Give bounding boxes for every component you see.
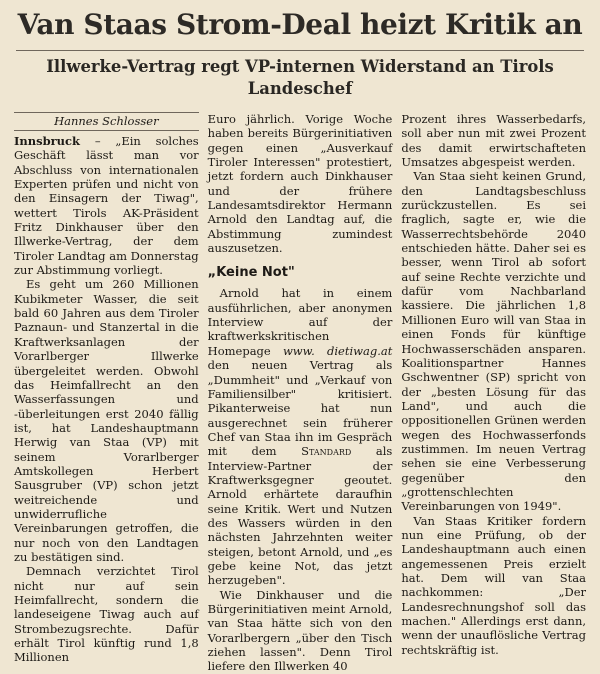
paragraph-text: den neuen Vertrag als „Dummheit" und „Verkauf von Familiensilber" kritisiert. Pikanterweise hat nun ausgerechnet sein früherer Chef van Staa ihn im Gespräch mit dem xyxy=(207,358,393,459)
dateline: Innsbruck xyxy=(14,134,81,148)
homepage-url: www. dietiwag.at xyxy=(282,343,393,358)
paragraph-text: als Interview-Partner der Kraftwerksgegner geoutet. Arnold erhärtete daraufhin seine Kritik. Wert und Nutzen des Wassers würden in den nächsten Jahrzehnten weiter steigen, betont Arnold, und „es gebe keine Not, das jetzt herzugeben". xyxy=(207,444,393,588)
interheadline: „Keine Not" xyxy=(207,265,295,281)
paragraph: Euro jährlich. Vorige Woche haben bereits Bürgerinitiativen gegen einen „Ausverkauf Tiroler Interessen" protestiert, jetzt fordern auch Dinkhauser und der frühere Landesamtsdirektor Hermann Arnold den Landtag auf, die Abstimmung zumindest auszusetzen. xyxy=(207,112,393,256)
headline-rule xyxy=(16,50,584,51)
paragraph-text: Arnold hat in einem ausführlichen, aber anonymen Interview auf der kraftwerkskritischen Homepage xyxy=(207,286,393,358)
paragraph-text: – „Ein solches Geschäft lässt man vor Abschluss von internationalen Experten prüfen und nicht von den Einsagern der Tiwag", wettert Tirols AK-Präsident Fritz Dinkhauser über den Illwerke-Vertrag, der dem Tiroler Landtag am Donnerstag zur Abstimmung vorliegt. xyxy=(14,134,199,278)
paragraph: Van Staa sieht keinen Grund, den Landtagsbeschluss zurückzustellen. Es sei fraglich, sagte er, wie die Wasserrechtsbehörde 2040 entschieden hätte. Daher sei es besser, wenn Tirol ab sofort auf seine Rechte verzichte und dafür vom Nachbarland kassiere. Die jährlichen 1,8 Millionen Euro will van Staa in einen Fonds für künftige Hochwasserschäden ansparen. Koalitionspartner Hannes Gschwentner (SP) spricht von der „besten Lösung für das Land", und auch die oppositionellen Grünen werden wegen des Hochwasserfonds zustimmen. Im neuen Vertrag sehen sie eine Verbesserung gegenüber den „grottenschlechten Vereinbarungen von 1949". xyxy=(401,169,587,514)
paragraph: Wie Dinkhauser und die Bürgerinitiativen meint Arnold, van Staa hätte sich von den Vorarlbergern „über den Tisch ziehen lassen". Denn Tirol liefere den Illwerken 40 xyxy=(207,587,393,674)
headline: Van Staas Strom-Deal heizt Kritik an xyxy=(17,8,583,41)
subheadline: Illwerke-Vertrag regt VP-internen Widerstand an Tirols Landeschef xyxy=(46,57,554,98)
paragraph: Es geht um 260 Millionen Kubikmeter Wasser, die seit bald 60 Jahren aus dem Tiroler Paznaun- und Stanzertal in die Kraftwerksanlagen der Vorarlberger Illwerke übergeleitet werden. Obwohl das Heimfallrecht an den Wasserfassungen und -überleitungen erst 2040 fällig ist, hat Landeshauptmann Herwig van Staa (VP) mit seinem Vorarlberger Amtskollegen Herbert Sausgruber (VP) schon jetzt weitreichende und unwiderrufliche Vereinbarungen getroffen, die nur noch von den Landtagen zu bestätigen sind. xyxy=(14,277,199,564)
column-3 xyxy=(401,112,586,674)
newspaper-name: Standard xyxy=(301,444,352,459)
paragraph xyxy=(14,134,199,277)
byline: Hannes Schlosser xyxy=(14,112,199,131)
paragraph: Prozent ihres Wasserbedarfs, soll aber nun mit zwei Prozent des damit erwirtschafteten Umsatzes abgespeist werden. xyxy=(401,112,587,170)
paragraph: Demnach verzichtet Tirol nicht nur auf sein Heimfallrecht, sondern die landeseigene Tiwag auch auf Strombezugsrechte. Dafür erhält Tirol künftig rund 1,8 Millionen xyxy=(14,564,199,665)
paragraph xyxy=(208,286,393,587)
paragraph: Van Staas Kritiker fordern nun eine Prüfung, ob der Landeshauptmann auch einen angemessenen Preis erzielt hat. Dem will van Staa nachkommen: „Der Landesrechnungshof soll das machen." Allerdings erst dann, wenn der unauflösliche Vertrag rechtskräftig ist. xyxy=(401,513,587,657)
article-columns xyxy=(14,112,586,674)
column-2 xyxy=(208,112,393,674)
column-1 xyxy=(14,112,199,674)
